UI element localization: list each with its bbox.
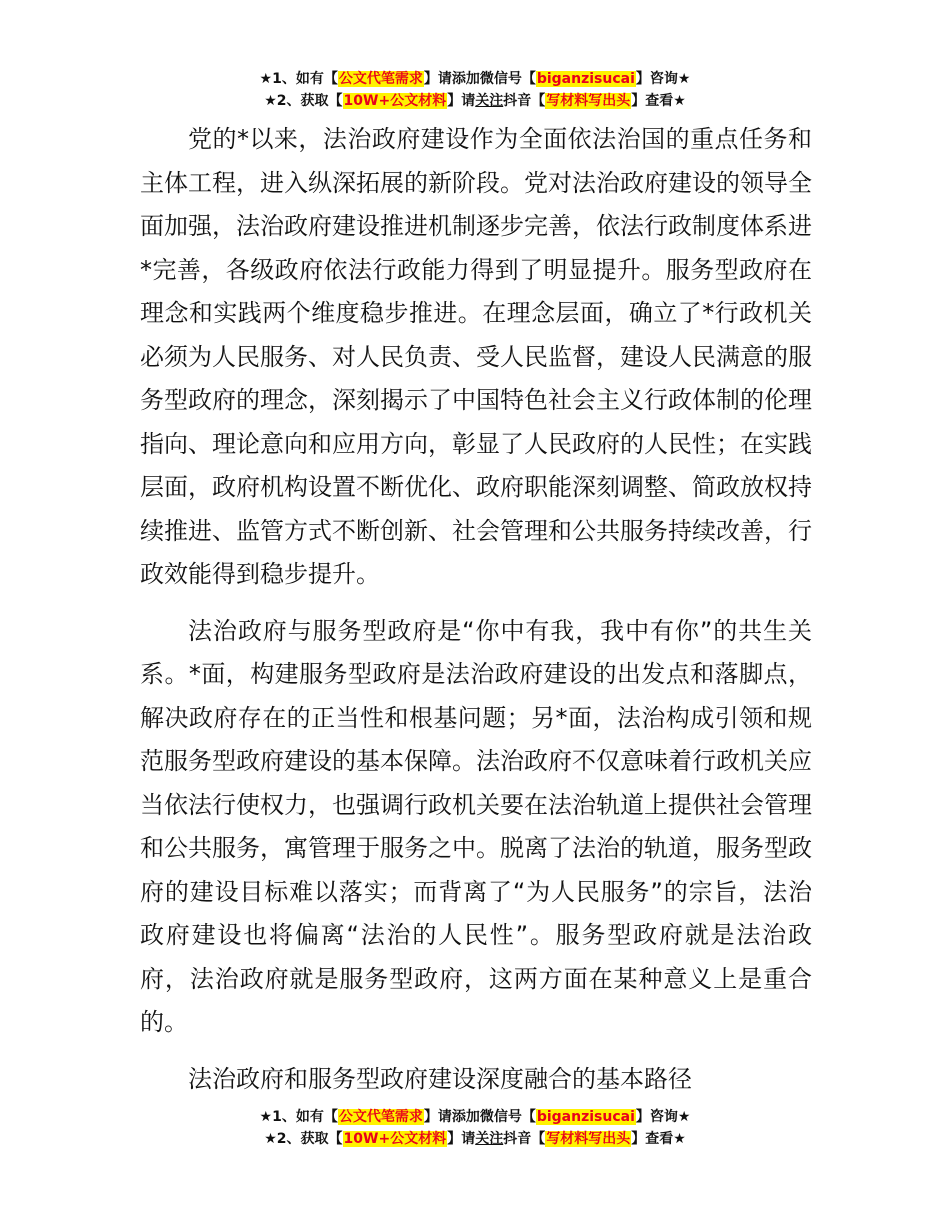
star-icon: ★ <box>673 1131 686 1147</box>
promo-text: 抖音【 <box>503 93 546 109</box>
promo-banner-bottom <box>0 1106 950 1150</box>
section-heading: 法治政府和服务型政府建设深度融合的基本路径 <box>188 1064 692 1093</box>
promo-line-1 <box>0 1106 950 1128</box>
highlight-service: 公文代笔需求 <box>338 71 423 87</box>
star-icon: ★ <box>673 93 686 109</box>
star-icon: ★ <box>259 71 273 87</box>
paragraph-2: 法治政府与服务型政府是“你中有我，我中有你”的共生关系。*面，构建服务型政府是法治政府建设的出发点和落脚点，解决政府存在的正当性和根基问题；另*面，法治构成引领和规范服务型政府建设的基本保障。法治政府不仅意味着行政机关应当依法行使权力，也强调行政机关要在法治轨道上提供社会管理和公共服务，寓管理于服务之中。脱离了法治的轨道，服务型政府的建设目标难以落实；而背离了“为人民服务”的宗旨，法治政府建设也将偏离“法治的人民性”。服务型政府就是法治政府，法治政府就是服务型政府，这两方面在某种意义上是重合的。 <box>140 616 812 1036</box>
promo-line-1 <box>0 68 950 90</box>
star-icon: ★ <box>677 1109 691 1125</box>
paragraph-1: 党的*以来，法治政府建设作为全面依法治国的重点任务和主体工程，进入纵深拓展的新阶段。党对法治政府建设的领导全面加强，法治政府建设推进机制逐步完善，依法行政制度体系进*完善，各级政府依法行政能力得到了明显提升。服务型政府在理念和实践两个维度稳步推进。在理念层面，确立了*行政机关必须为人民服务、对人民负责、受人民监督，建设人民满意的服务型政府的理念，深刻揭示了中国特色社会主义行政体制的伦理指向、理论意向和应用方向，彰显了人民政府的人民性；在实践层面，政府机构设置不断优化、政府职能深刻调整、简政放权持续推进、监管方式不断创新、社会管理和公共服务持续改善，行政效能得到稳步提升。 <box>140 125 812 588</box>
promo-text: 】咨询 <box>635 1109 678 1125</box>
promo-text: 】请 <box>423 1109 452 1125</box>
promo-emphasis: 添加 <box>451 71 480 87</box>
highlight-wechat-id: biganzisucai <box>536 1109 635 1125</box>
highlight-materials: 10W+公文材料 <box>343 93 447 109</box>
promo-text: 】查看 <box>631 1131 674 1147</box>
promo-text: 微信号【 <box>479 71 536 87</box>
highlight-douyin: 写材料写出头 <box>546 1131 631 1147</box>
promo-line-2 <box>0 1128 950 1150</box>
promo-text: 2、获取【 <box>276 1131 343 1147</box>
promo-text: 1、如有【 <box>272 1109 338 1125</box>
promo-line-2 <box>0 90 950 112</box>
promo-text: 】请 <box>423 71 452 87</box>
promo-emphasis: 关注 <box>475 1131 504 1147</box>
star-icon: ★ <box>677 71 691 87</box>
document-body <box>140 118 812 1101</box>
promo-text: 1、如有【 <box>272 71 338 87</box>
promo-text: 】咨询 <box>635 71 678 87</box>
promo-emphasis: 关注 <box>475 93 504 109</box>
highlight-service: 公文代笔需求 <box>338 1109 423 1125</box>
highlight-wechat-id: biganzisucai <box>536 71 635 87</box>
promo-text: 】请 <box>447 93 476 109</box>
highlight-materials: 10W+公文材料 <box>343 1131 447 1147</box>
promo-banner-top <box>0 68 950 112</box>
highlight-douyin: 写材料写出头 <box>546 93 631 109</box>
promo-text: 微信号【 <box>479 1109 536 1125</box>
star-icon: ★ <box>259 1109 273 1125</box>
promo-text: 】查看 <box>631 93 674 109</box>
promo-text: 抖音【 <box>503 1131 546 1147</box>
star-icon: ★ <box>264 93 277 109</box>
promo-text: 】请 <box>447 1131 476 1147</box>
promo-emphasis: 添加 <box>451 1109 480 1125</box>
promo-text: 2、获取【 <box>276 93 343 109</box>
star-icon: ★ <box>264 1131 277 1147</box>
